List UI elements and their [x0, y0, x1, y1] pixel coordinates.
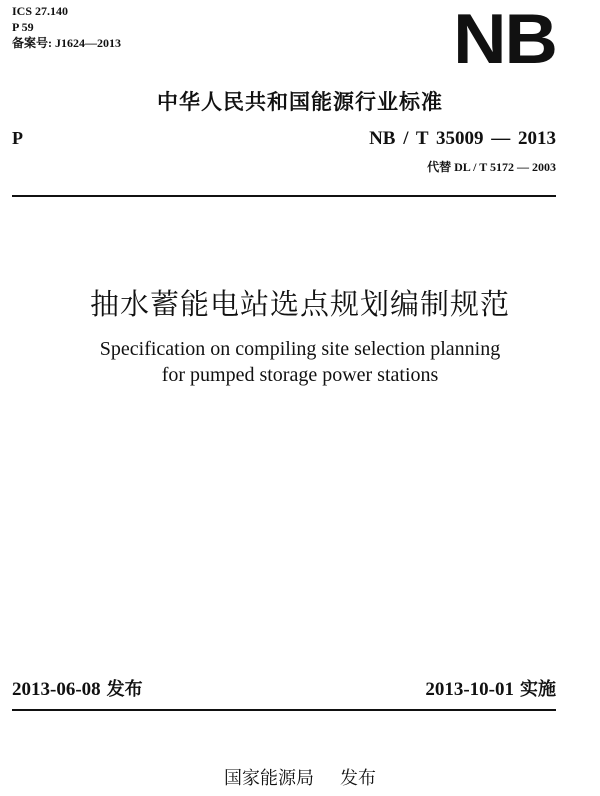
bottom-divider: [12, 709, 556, 711]
replaces-standard: 代替 DL / T 5172 — 2003: [427, 160, 556, 174]
industry-standard-heading: 中华人民共和国能源行业标准: [157, 90, 443, 114]
publisher-name: 国家能源局: [224, 768, 314, 789]
issue-date: 2013-06-08: [12, 679, 101, 700]
top-divider: [12, 195, 556, 197]
p-code: P 59: [12, 20, 34, 34]
issue-label: 发布: [106, 679, 143, 700]
publisher-line: [0, 764, 600, 790]
classification-code: P: [12, 128, 23, 148]
ics-code: ICS 27.140: [12, 4, 69, 18]
implementation-date: 2013-10-01: [425, 679, 514, 700]
standard-number: NB / T 35009 — 2013: [369, 128, 556, 149]
record-label: 备案号:: [12, 36, 52, 50]
record-number-line: [12, 36, 121, 50]
implementation-date-line: [425, 675, 556, 701]
title-english-line1: Specification on compiling site selection planning: [99, 338, 501, 360]
record-number: J1624—2013: [55, 36, 121, 50]
implementation-label: 实施: [520, 679, 556, 700]
title-chinese: 抽水蓄能电站选点规划编制规范: [89, 287, 510, 321]
publisher-action: 发布: [340, 768, 376, 789]
title-english-line2: for pumped storage power stations: [161, 364, 439, 386]
nb-logo: NB: [453, 0, 556, 79]
issue-date-line: [12, 675, 143, 701]
